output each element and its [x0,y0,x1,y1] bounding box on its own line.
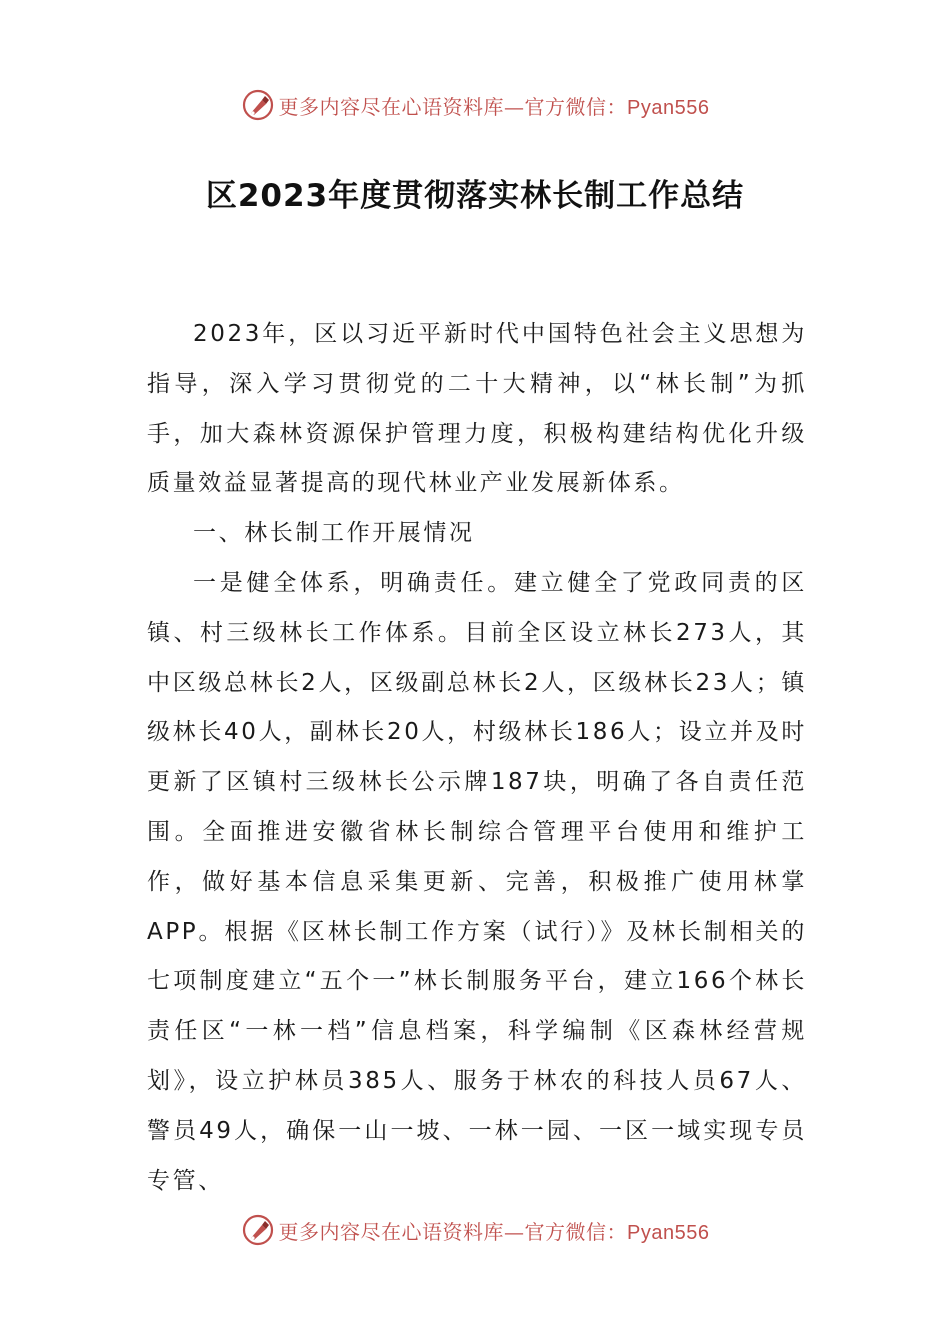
watermark-text: 更多内容尽在心语资料库—官方微信：Pyan556 [278,94,710,119]
document-title: 区2023年度贯彻落实林长制工作总结 [205,178,745,214]
pen-nib-logo-icon [241,88,275,122]
intro-paragraph: 2023年，区以习近平新时代中国特色社会主义思想为指导，深入学习贯彻党的二十大精神，以“林长制”为抓手，加大森林资源保护管理力度，积极构建结构优化升级质量效益显著提高的现代林业产业发展新体系。 [147,321,807,497]
section-heading: 一、林长制工作开展情况 [193,520,475,547]
wechat-id: Pyan556 [627,96,710,119]
wechat-id: Pyan556 [627,1221,710,1244]
body-paragraph: 一是健全体系，明确责任。建立健全了党政同责的区镇、村三级林长工作体系。目前全区设立林长273人，其中区级总林长2人，区级副总林长2人，区级林长23人；镇级林长40人，副林长20人，村级林长186人；设立并及时更新了区镇村三级林长公示牌187块，明确了各自责任范围。全面推进安徽省林长制综合管理平台使用和维护工作，做好基本信息采集更新、完善，积极推广使用林掌APP。根据《区林长制工作方案（试行）》及林长制相关的七项制度建立“五个一”林长制服务平台，建立166个林长责任区“一林一档”信息档案，科学编制《区森林经营规划》，设立护林员385人、服务于林农的科技人员67人、警员49人，确保一山一坡、一林一园、一区一域实现专员专管、 [147,569,807,1194]
watermark-text: 更多内容尽在心语资料库—官方微信：Pyan556 [278,1219,710,1244]
document-body [147,310,807,1206]
footer-watermark-banner [0,1205,950,1255]
pen-nib-logo-icon [241,1213,275,1247]
header-watermark-banner [0,80,950,130]
